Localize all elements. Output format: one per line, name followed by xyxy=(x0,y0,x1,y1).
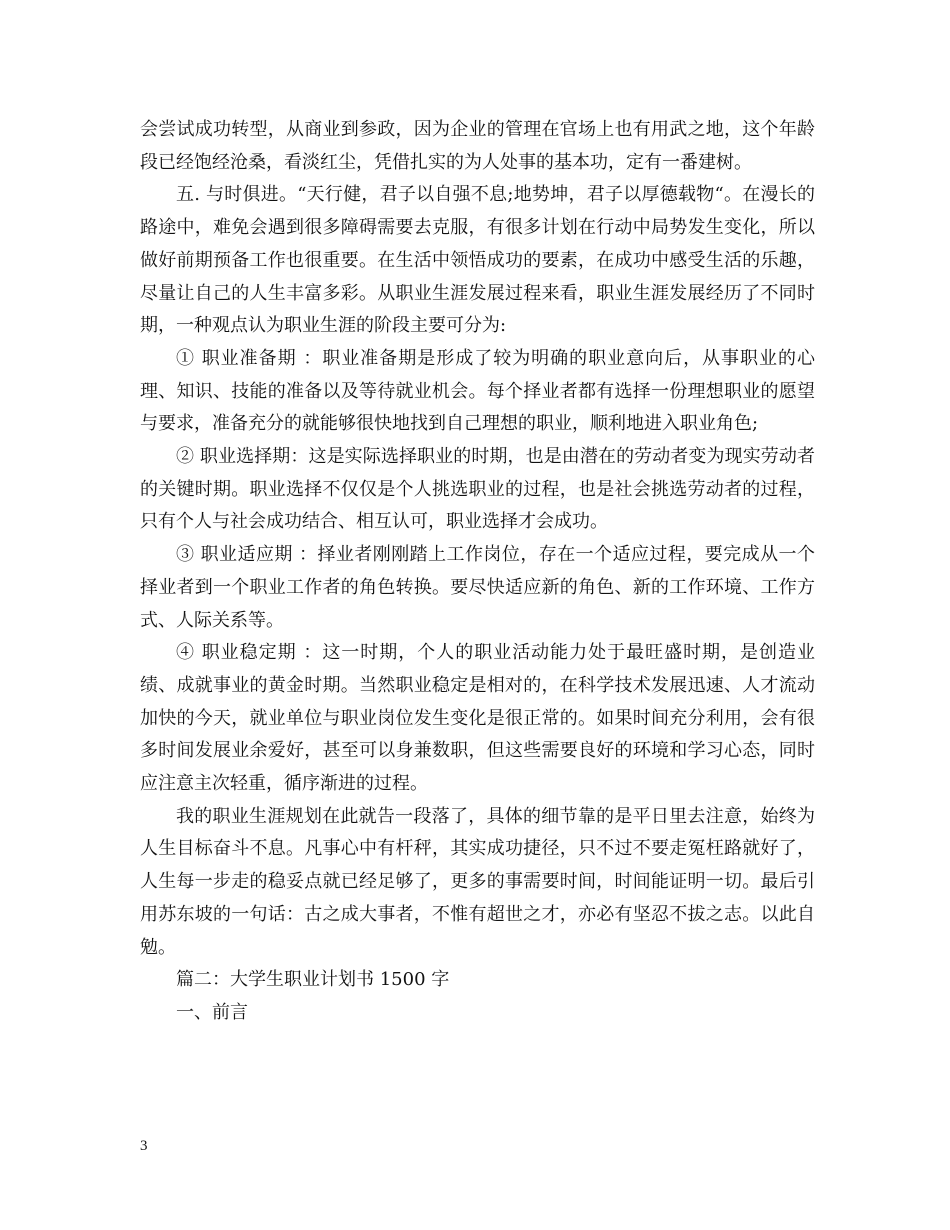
body-text xyxy=(140,114,815,1030)
paragraph: 会尝试成功转型，从商业到参政，因为企业的管理在官场上也有用武之地，这个年龄段已经饱经沧桑，看淡红尘，凭借扎实的为人处事的基本功，定有一番建树。 xyxy=(140,119,815,173)
paragraph: ③ 职业适应期 ：择业者刚刚踏上工作岗位，存在一个适应过程，要完成从一个择业者到一个职业工作者的角色转换。要尽快适应新的角色、新的工作环境、工作方式、人际关系等。 xyxy=(140,544,815,631)
paragraph: ① 职业准备期 ：职业准备期是形成了较为明确的职业意向后，从事职业的心理、知识、技能的准备以及等待就业机会。每个择业者都有选择一份理想职业的愿望与要求，准备充分的就能够很快地找到自己理想的职业，顺利地进入职业角色; xyxy=(140,347,815,435)
paragraph: 五. 与时俱进。“天行健，君子以自强不息;地势坤，君子以厚德载物“。在漫长的路途中，难免会遇到很多障碍需要去克服，有很多计划在行动中局势发生变化，所以做好前期预备工作也很重要。在生活中领悟成功的要素，在成功中感受生活的乐趣，尽量让自己的人生丰富多彩。从职业生涯发展过程来看，职业生涯发展经历了不同时期，一种观点认为职业生涯的阶段主要可分为: xyxy=(140,184,815,337)
page-number: 3 xyxy=(140,1138,148,1154)
paragraph: 我的职业生涯规划在此就告一段落了，具体的细节靠的是平日里去注意，始终为人生目标奋斗不息。凡事心中有杆秤，其实成功捷径，只不过不要走冤枉路就好了，人生每一步走的稳妥点就已经足够了，更多的事需要时间，时间能证明一切。最后引用苏东坡的一句话：古之成大事者，不惟有超世之才，亦必有坚忍不拔之志。以此自勉。 xyxy=(140,805,815,958)
section-heading: 篇二：大学生职业计划书 1500 字 xyxy=(176,969,450,991)
paragraph: ④ 职业稳定期 ：这一时期，个人的职业活动能力处于最旺盛时期，是创造业绩、成就事业的黄金时期。当然职业稳定是相对的，在科学技术发展迅速、人才流动加快的今天，就业单位与职业岗位发生变化是很正常的。如果时间充分利用，会有很多时间发展业余爱好，甚至可以身兼数职，但这些需要良好的环境和学习心态，同时应注意主次轻重，循序渐进的过程。 xyxy=(140,642,815,795)
section-heading: 一、前言 xyxy=(176,1001,248,1023)
paragraph: ② 职业选择期：这是实际选择职业的时期，也是由潜在的劳动者变为现实劳动者的关键时期。职业选择不仅仅是个人挑选职业的过程，也是社会挑选劳动者的过程，只有个人与社会成功结合、相互认可，职业选择才会成功。 xyxy=(140,446,815,533)
